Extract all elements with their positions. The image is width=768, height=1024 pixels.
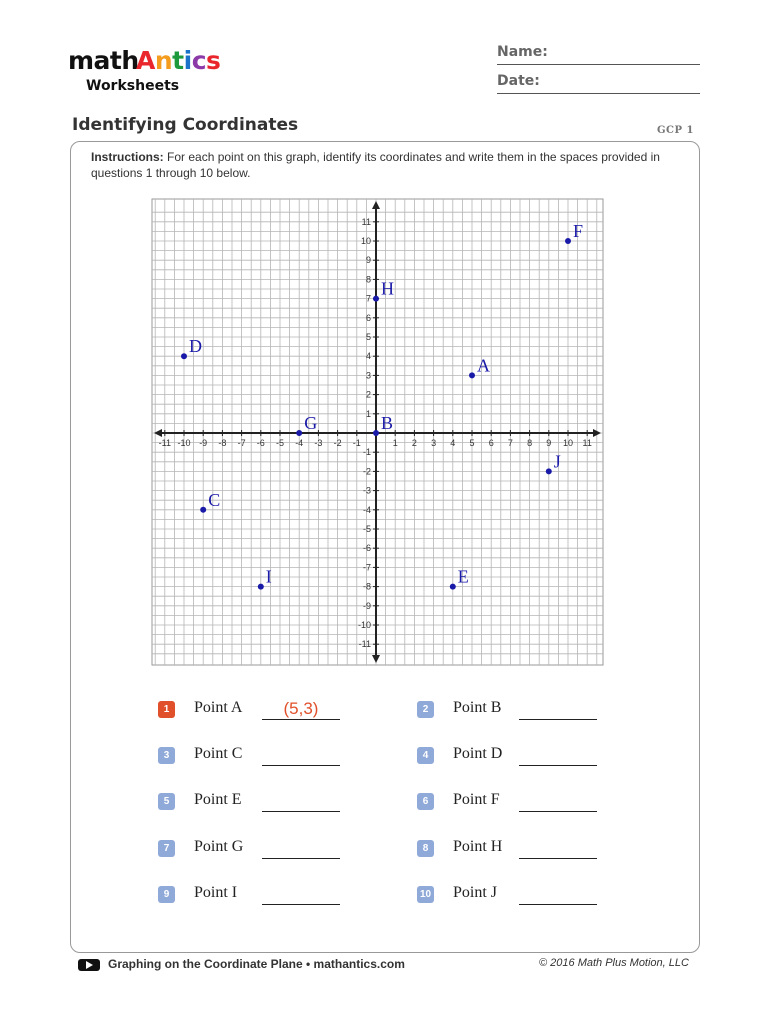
y-tick-label: -11: [358, 639, 371, 650]
footer-course-title: Graphing on the Coordinate Plane • mathantics.com: [108, 957, 405, 971]
answer-blank[interactable]: [519, 884, 597, 905]
x-tick-label: 1: [392, 438, 398, 448]
x-tick-label: 9: [546, 438, 552, 448]
y-tick-label: -1: [362, 447, 371, 458]
answer-blank[interactable]: [262, 838, 340, 859]
question-label: Point D: [453, 745, 503, 762]
point-label-g: G: [304, 413, 318, 433]
logo-antics-text: [136, 46, 220, 75]
question-label: Point F: [453, 791, 500, 808]
answer-blank[interactable]: (5,3): [262, 699, 340, 720]
x-tick-label: 11: [582, 438, 592, 448]
answer-blank[interactable]: [519, 838, 597, 859]
x-tick-label: 8: [527, 438, 533, 448]
y-tick-label: -9: [362, 600, 371, 611]
answer-blank[interactable]: [262, 884, 340, 905]
x-tick-label: 4: [450, 438, 456, 448]
coordinate-plane-graph: [150, 197, 605, 667]
x-tick-label: -1: [352, 438, 361, 448]
footer-copyright: © 2016 Math Plus Motion, LLC: [539, 957, 689, 969]
play-icon: [78, 959, 100, 971]
date-label: Date:: [497, 73, 540, 89]
date-field[interactable]: [497, 73, 700, 94]
question-label: Point I: [194, 884, 238, 901]
y-tick-label: 3: [365, 370, 371, 381]
logo-letter: n: [154, 46, 173, 75]
question-label: Point J: [453, 884, 498, 901]
logo-letter: t: [172, 46, 184, 75]
x-tick-label: -5: [275, 438, 285, 448]
y-tick-label: 8: [365, 274, 371, 285]
x-tick-label: -11: [158, 438, 171, 448]
instructions: [91, 149, 681, 181]
y-tick-label: -3: [362, 485, 371, 496]
question-label: Point C: [194, 745, 243, 762]
question-number-badge: 8: [417, 840, 434, 857]
y-tick-label: 10: [360, 236, 371, 246]
question-number-badge: 4: [417, 747, 434, 764]
y-tick-label: 2: [365, 389, 371, 400]
y-tick-label: 6: [365, 312, 371, 323]
point-b: [373, 430, 379, 436]
point-label-h: H: [381, 278, 394, 299]
y-tick-label: 5: [365, 332, 371, 342]
y-tick-label: -4: [362, 504, 371, 515]
logo-letter: s: [206, 46, 221, 75]
y-tick-label: 1: [365, 408, 371, 419]
point-h: [373, 296, 379, 302]
point-c: [200, 507, 206, 513]
x-tick-label: 7: [507, 438, 513, 448]
y-tick-label: 11: [361, 216, 371, 227]
logo-math-text: math: [68, 46, 139, 75]
logo-worksheets-text: Worksheets: [86, 78, 180, 94]
point-g: [296, 430, 302, 436]
question-number-badge: 2: [417, 701, 434, 718]
y-tick-label: -10: [357, 620, 371, 630]
point-label-j: J: [553, 451, 561, 472]
x-tick-label: -7: [237, 438, 246, 448]
logo-letter: A: [136, 46, 155, 75]
question-number-badge: 5: [158, 793, 175, 810]
name-label: Name:: [497, 44, 548, 60]
x-tick-label: -4: [295, 438, 304, 448]
x-tick-label: -2: [333, 438, 342, 448]
point-label-e: E: [457, 566, 469, 587]
point-label-d: D: [189, 336, 202, 357]
question-label: Point A: [194, 699, 243, 716]
math-antics-logo: [68, 46, 221, 102]
point-a: [469, 372, 475, 378]
y-tick-label: -6: [362, 543, 371, 554]
question-label: Point B: [453, 699, 502, 716]
y-tick-label: -7: [362, 562, 371, 573]
point-label-b: B: [381, 413, 394, 433]
x-tick-label: 3: [431, 438, 437, 448]
point-label-f: F: [573, 221, 584, 241]
question-label: Point G: [194, 838, 244, 855]
answer-blank[interactable]: [519, 745, 597, 766]
x-tick-label: -3: [314, 438, 323, 448]
point-j: [546, 468, 552, 474]
point-d: [181, 353, 187, 359]
y-tick-label: 4: [365, 351, 371, 362]
question-label: Point E: [194, 791, 242, 808]
y-tick-label: -5: [362, 524, 371, 534]
point-i: [258, 584, 264, 590]
y-tick-label: -8: [362, 581, 371, 592]
instructions-label: Instructions:: [91, 150, 164, 164]
x-tick-label: -10: [177, 438, 191, 448]
point-label-a: A: [477, 355, 490, 376]
answer-blank[interactable]: [519, 791, 597, 812]
point-e: [450, 584, 456, 590]
question-number-badge: 6: [417, 793, 434, 810]
question-number-badge: 3: [158, 747, 175, 764]
x-tick-label: 6: [488, 438, 494, 448]
x-tick-label: -8: [218, 438, 227, 448]
x-tick-label: 2: [411, 438, 417, 448]
x-tick-label: -6: [256, 438, 265, 448]
point-label-c: C: [208, 489, 221, 510]
x-tick-label: -9: [199, 438, 208, 448]
x-tick-label: 5: [469, 438, 475, 448]
answer-blank[interactable]: [262, 791, 340, 812]
question-number-badge: 7: [158, 840, 175, 857]
page-title: Identifying Coordinates: [72, 115, 299, 135]
question-number-badge: 9: [158, 886, 175, 903]
logo-letter: c: [191, 46, 207, 75]
logo-letter: i: [183, 46, 192, 75]
y-tick-label: -2: [362, 466, 371, 477]
name-field[interactable]: [497, 44, 700, 65]
point-label-i: I: [265, 566, 272, 587]
x-tick-label: 10: [562, 438, 574, 448]
question-label: Point H: [453, 838, 503, 855]
answer-blank[interactable]: [262, 745, 340, 766]
question-number-badge: 10: [417, 886, 434, 903]
point-f: [565, 238, 571, 244]
answer-blank[interactable]: [519, 699, 597, 720]
y-tick-label: 7: [365, 293, 371, 304]
instructions-text: For each point on this graph, identify its coordinates and write them in the spaces provided in questions 1 through 10 below.: [91, 150, 660, 180]
worksheet-code: GCP 1: [657, 125, 694, 136]
question-number-badge: 1: [158, 701, 175, 718]
y-tick-label: 9: [365, 255, 371, 266]
